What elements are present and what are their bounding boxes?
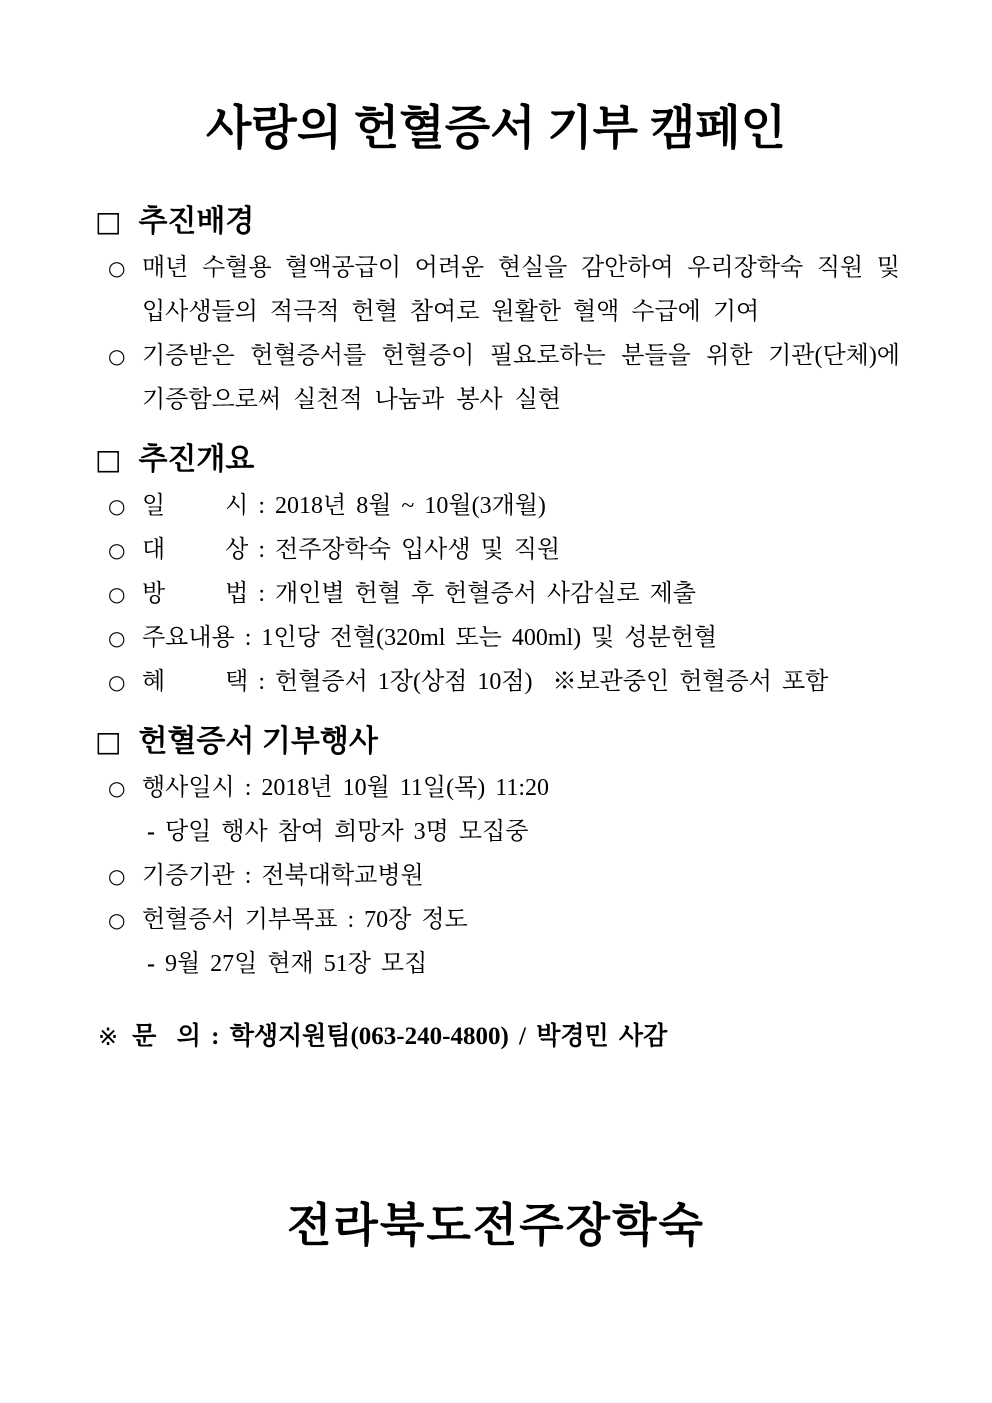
- section-heading: [95, 440, 900, 480]
- list-item-text: 일 시 : 2018년 8월 ~ 10월(3개월): [142, 493, 546, 519]
- sub-list-item: [95, 942, 900, 986]
- section-items: [95, 246, 912, 422]
- list-item-text: 행사일시 : 2018년 10월 11일(목) 11:20: [142, 775, 550, 801]
- dash-bullet-icon: -: [147, 951, 155, 977]
- square-bullet-icon: □: [95, 443, 122, 476]
- circle-bullet-icon: ○: [108, 776, 126, 800]
- circle-bullet-icon: ○: [108, 908, 126, 932]
- list-item-text: 헌혈증서 기부목표 : 70장 정도: [142, 907, 468, 933]
- square-bullet-icon: □: [95, 205, 122, 238]
- list-item: [95, 572, 900, 616]
- square-bullet-icon: □: [95, 725, 122, 758]
- contact-text: 문 의 : 학생지원팀(063-240-4800) / 박경민 사감: [132, 1023, 668, 1050]
- section-heading-text: 추진배경: [138, 205, 255, 238]
- list-item-text: 대 상 : 전주장학숙 입사생 및 직원: [142, 537, 561, 563]
- document-title: 사랑의 헌혈증서 기부 캠페인: [205, 103, 787, 155]
- circle-bullet-icon: ○: [108, 864, 126, 888]
- list-item: [95, 528, 900, 572]
- list-item-text: 혜 택 : 헌혈증서 1장(상점 10점) ※보관중인 헌혈증서 포함: [142, 669, 829, 695]
- list-item: [95, 484, 900, 528]
- circle-bullet-icon: ○: [108, 626, 126, 650]
- list-item: [95, 246, 912, 334]
- section-items: [95, 766, 900, 986]
- list-item: [95, 898, 900, 942]
- list-item: [95, 854, 900, 898]
- sub-list-item-text: 당일 행사 참여 희망자 3명 모집중: [165, 819, 529, 845]
- circle-bullet-icon: ○: [108, 670, 126, 694]
- circle-bullet-icon: ○: [108, 256, 126, 280]
- circle-bullet-icon: ○: [108, 582, 126, 606]
- list-item-text: 매년 수혈용 혈액공급이 어려운 현실을 감안하여 우리장학숙 직원 및 입사생들의 적극적 헌혈 참여로 원활한 혈액 수급에 기여: [142, 255, 912, 325]
- circle-bullet-icon: ○: [108, 494, 126, 518]
- section-heading-text: 추진개요: [138, 443, 255, 476]
- section-background: [95, 202, 912, 422]
- organization-name: 전라북도전주장학숙: [287, 1200, 705, 1251]
- reference-mark-icon: ※: [98, 1023, 119, 1051]
- sub-list-item: [95, 810, 900, 854]
- section-heading: [95, 202, 900, 242]
- list-item-text: 기증받은 헌혈증서를 헌혈증이 필요로하는 분들을 위한 기관(단체)에 기증함으로써 실천적 나눔과 봉사 실현: [142, 343, 912, 413]
- list-item: [95, 616, 900, 660]
- list-item: [95, 766, 900, 810]
- circle-bullet-icon: ○: [108, 538, 126, 562]
- section-donation-event: [95, 722, 900, 986]
- section-heading-text: 헌혈증서 기부행사: [138, 725, 378, 758]
- circle-bullet-icon: ○: [108, 344, 126, 368]
- contact-note: [98, 1018, 900, 1056]
- dash-bullet-icon: -: [147, 819, 155, 845]
- list-item-text: 방 법 : 개인별 헌혈 후 헌혈증서 사감실로 제출: [142, 581, 696, 607]
- list-item: [95, 334, 912, 422]
- section-items: [95, 484, 900, 704]
- list-item: [95, 660, 900, 704]
- sub-list-item-text: 9월 27일 현재 51장 모집: [165, 951, 428, 977]
- list-item-text: 기증기관 : 전북대학교병원: [142, 863, 424, 889]
- section-heading: [95, 722, 900, 762]
- list-item-text: 주요내용 : 1인당 전혈(320ml 또는 400ml) 및 성분헌혈: [142, 625, 718, 651]
- section-overview: [95, 440, 900, 704]
